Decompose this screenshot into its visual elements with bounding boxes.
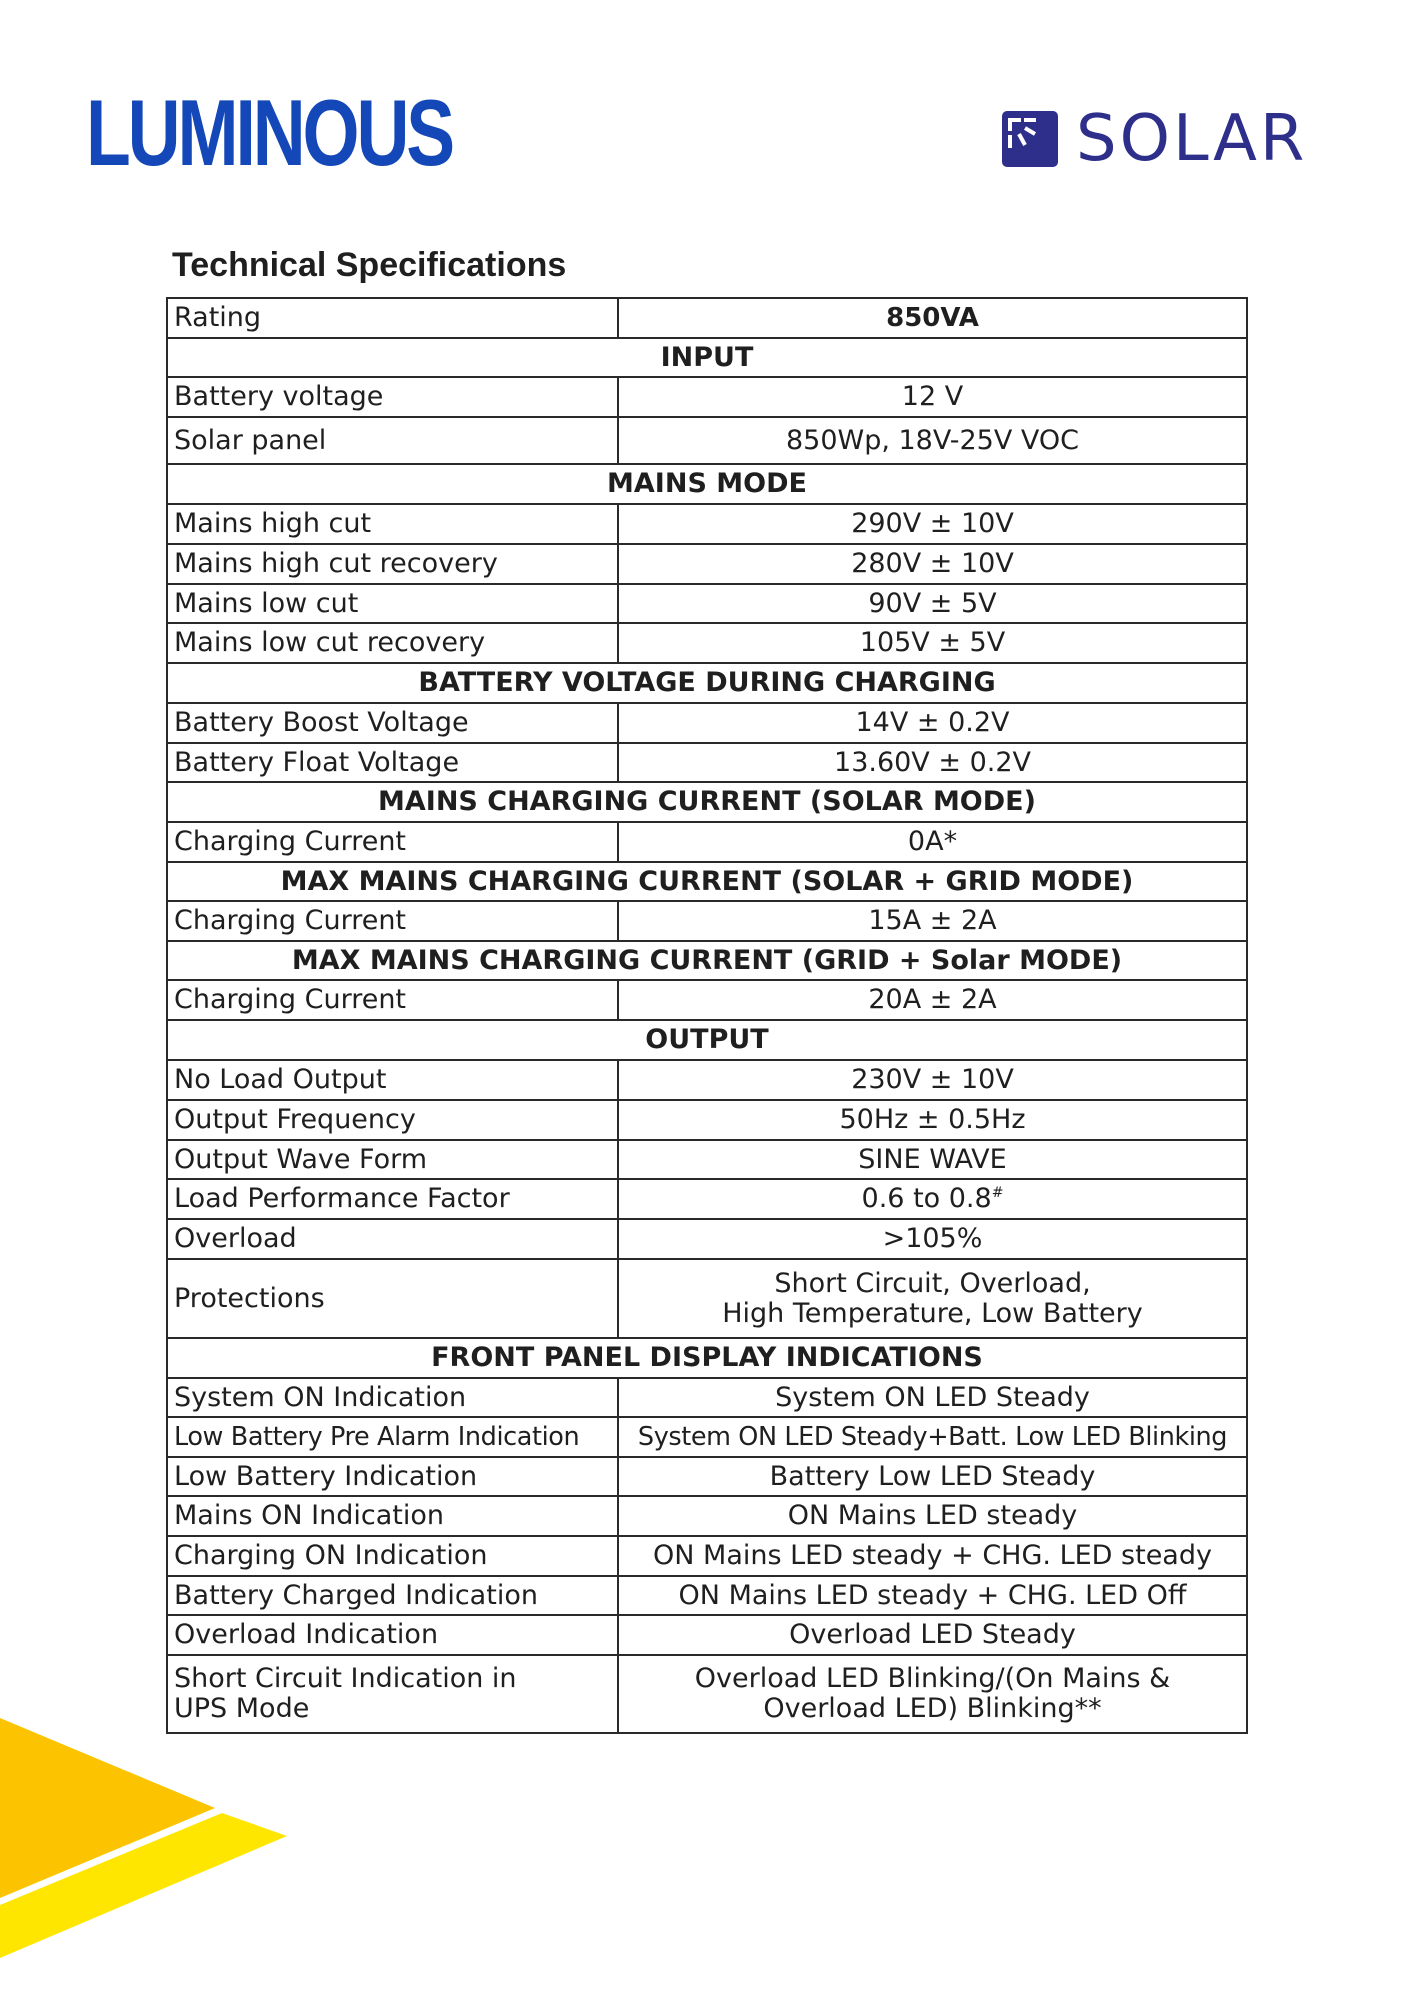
table-row: [167, 1536, 1247, 1576]
spec-value: 290V ± 10V: [618, 504, 1247, 544]
spec-label: Output Wave Form: [167, 1140, 618, 1179]
spec-label: Low Battery Indication: [167, 1457, 618, 1496]
table-row: [167, 1615, 1247, 1655]
sun-icon: [1002, 111, 1058, 167]
solar-wordmark: SOLAR: [1076, 102, 1308, 176]
spec-value-line: Short Circuit, Overload,: [774, 1267, 1091, 1299]
spec-value: 20A ± 2A: [618, 980, 1247, 1020]
spec-value: System ON LED Steady+Batt. Low LED Blinking: [618, 1417, 1247, 1457]
section-heading-input: INPUT: [167, 338, 1247, 377]
spec-label: Battery voltage: [167, 377, 618, 417]
spec-label: Load Performance Factor: [167, 1179, 618, 1219]
rating-value: 850VA: [618, 298, 1247, 338]
spec-value: >105%: [618, 1219, 1247, 1259]
spec-label: Charging ON Indication: [167, 1536, 618, 1576]
spec-value: 280V ± 10V: [618, 544, 1247, 584]
spec-value: 90V ± 5V: [618, 584, 1247, 623]
spec-label: Mains high cut: [167, 504, 618, 544]
table-row: [167, 377, 1247, 417]
section-heading: [167, 1338, 1247, 1378]
section-heading-battery-charging: BATTERY VOLTAGE DURING CHARGING: [167, 663, 1247, 703]
spec-label: Overload: [167, 1219, 618, 1259]
table-row: [167, 417, 1247, 464]
table-row: [167, 1378, 1247, 1417]
spec-value-line: Overload LED Blinking/(On Mains &: [694, 1663, 1171, 1695]
spec-label: System ON Indication: [167, 1378, 618, 1417]
footnote-mark: #: [991, 1185, 1004, 1202]
spec-label: Charging Current: [167, 901, 618, 941]
spec-value: SINE WAVE: [618, 1140, 1247, 1179]
spec-label: Output Frequency: [167, 1100, 618, 1140]
table-row: [167, 743, 1247, 782]
spec-value: 15A ± 2A: [618, 901, 1247, 941]
table-row: [167, 623, 1247, 663]
spec-value: [618, 1655, 1247, 1733]
spec-value: 0A*: [618, 822, 1247, 862]
page-title: Technical Specifications: [172, 246, 567, 284]
spec-label: Mains ON Indication: [167, 1496, 618, 1536]
table-row: [167, 1219, 1247, 1259]
section-heading-solar-grid-mode: MAX MAINS CHARGING CURRENT (SOLAR + GRID MODE): [167, 862, 1247, 901]
spec-value: Battery Low LED Steady: [618, 1457, 1247, 1496]
table-row: [167, 1457, 1247, 1496]
spec-label-line: Short Circuit Indication in: [174, 1663, 517, 1695]
spec-label: Charging Current: [167, 980, 618, 1020]
spec-value: 230V ± 10V: [618, 1060, 1247, 1100]
table-row: [167, 1259, 1247, 1338]
section-heading-mains-mode: MAINS MODE: [167, 464, 1247, 504]
section-heading-grid-solar-mode: MAX MAINS CHARGING CURRENT (GRID + Solar MODE): [167, 941, 1247, 980]
spec-value: ON Mains LED steady: [618, 1496, 1247, 1536]
spec-value: 50Hz ± 0.5Hz: [618, 1100, 1247, 1140]
section-heading-output: OUTPUT: [167, 1020, 1247, 1060]
rating-label: Rating: [167, 298, 618, 338]
spec-label-line: UPS Mode: [174, 1693, 310, 1724]
spec-value: [618, 1179, 1247, 1219]
table-row: [167, 901, 1247, 941]
section-heading-solar-mode: MAINS CHARGING CURRENT (SOLAR MODE): [167, 782, 1247, 822]
spec-label: Mains high cut recovery: [167, 544, 618, 584]
section-heading: [167, 338, 1247, 377]
table-row: [167, 1496, 1247, 1536]
table-row: [167, 584, 1247, 623]
table-row: [167, 1060, 1247, 1100]
spec-label: No Load Output: [167, 1060, 618, 1100]
spec-value: [618, 1259, 1247, 1338]
decorative-triangles: [0, 1700, 300, 2000]
table-row: [167, 822, 1247, 862]
table-row: [167, 980, 1247, 1020]
spec-label: Low Battery Pre Alarm Indication: [167, 1417, 618, 1457]
spec-label: Mains low cut recovery: [167, 623, 618, 663]
spec-label: Battery Charged Indication: [167, 1576, 618, 1615]
table-row: [167, 1655, 1247, 1733]
table-row: [167, 1179, 1247, 1219]
spec-table: [166, 297, 1248, 1734]
spec-value: 12 V: [618, 377, 1247, 417]
spec-value-line: Overload LED) Blinking**: [763, 1693, 1102, 1724]
solar-logo: [1002, 102, 1308, 176]
spec-value: 14V ± 0.2V: [618, 703, 1247, 743]
section-heading: [167, 782, 1247, 822]
table-row: [167, 1576, 1247, 1615]
section-heading: [167, 1020, 1247, 1060]
spec-label: Mains low cut: [167, 584, 618, 623]
spec-value: 13.60V ± 0.2V: [618, 743, 1247, 782]
spec-value: ON Mains LED steady + CHG. LED steady: [618, 1536, 1247, 1576]
spec-value-line: High Temperature, Low Battery: [722, 1297, 1143, 1329]
spec-label: Charging Current: [167, 822, 618, 862]
table-row: [167, 504, 1247, 544]
table-row: [167, 1417, 1247, 1457]
section-heading-front-panel: FRONT PANEL DISPLAY INDICATIONS: [167, 1338, 1247, 1378]
section-heading: [167, 862, 1247, 901]
table-row: [167, 1140, 1247, 1179]
spec-value: ON Mains LED steady + CHG. LED Off: [618, 1576, 1247, 1615]
spec-label: Solar panel: [167, 417, 618, 464]
spec-label: Battery Boost Voltage: [167, 703, 618, 743]
table-row: [167, 298, 1247, 338]
spec-label: Overload Indication: [167, 1615, 618, 1655]
table-row: [167, 544, 1247, 584]
section-heading: [167, 941, 1247, 980]
luminous-logo: LUMINOUS: [86, 80, 453, 185]
spec-label: Protections: [167, 1259, 618, 1338]
spec-value-text: 0.6 to 0.8: [861, 1183, 992, 1215]
table-row: [167, 1100, 1247, 1140]
table-row: [167, 703, 1247, 743]
spec-value: System ON LED Steady: [618, 1378, 1247, 1417]
spec-label: Battery Float Voltage: [167, 743, 618, 782]
section-heading: [167, 464, 1247, 504]
spec-value: 850Wp, 18V-25V VOC: [618, 417, 1247, 464]
section-heading: [167, 663, 1247, 703]
spec-value: Overload LED Steady: [618, 1615, 1247, 1655]
spec-value: 105V ± 5V: [618, 623, 1247, 663]
